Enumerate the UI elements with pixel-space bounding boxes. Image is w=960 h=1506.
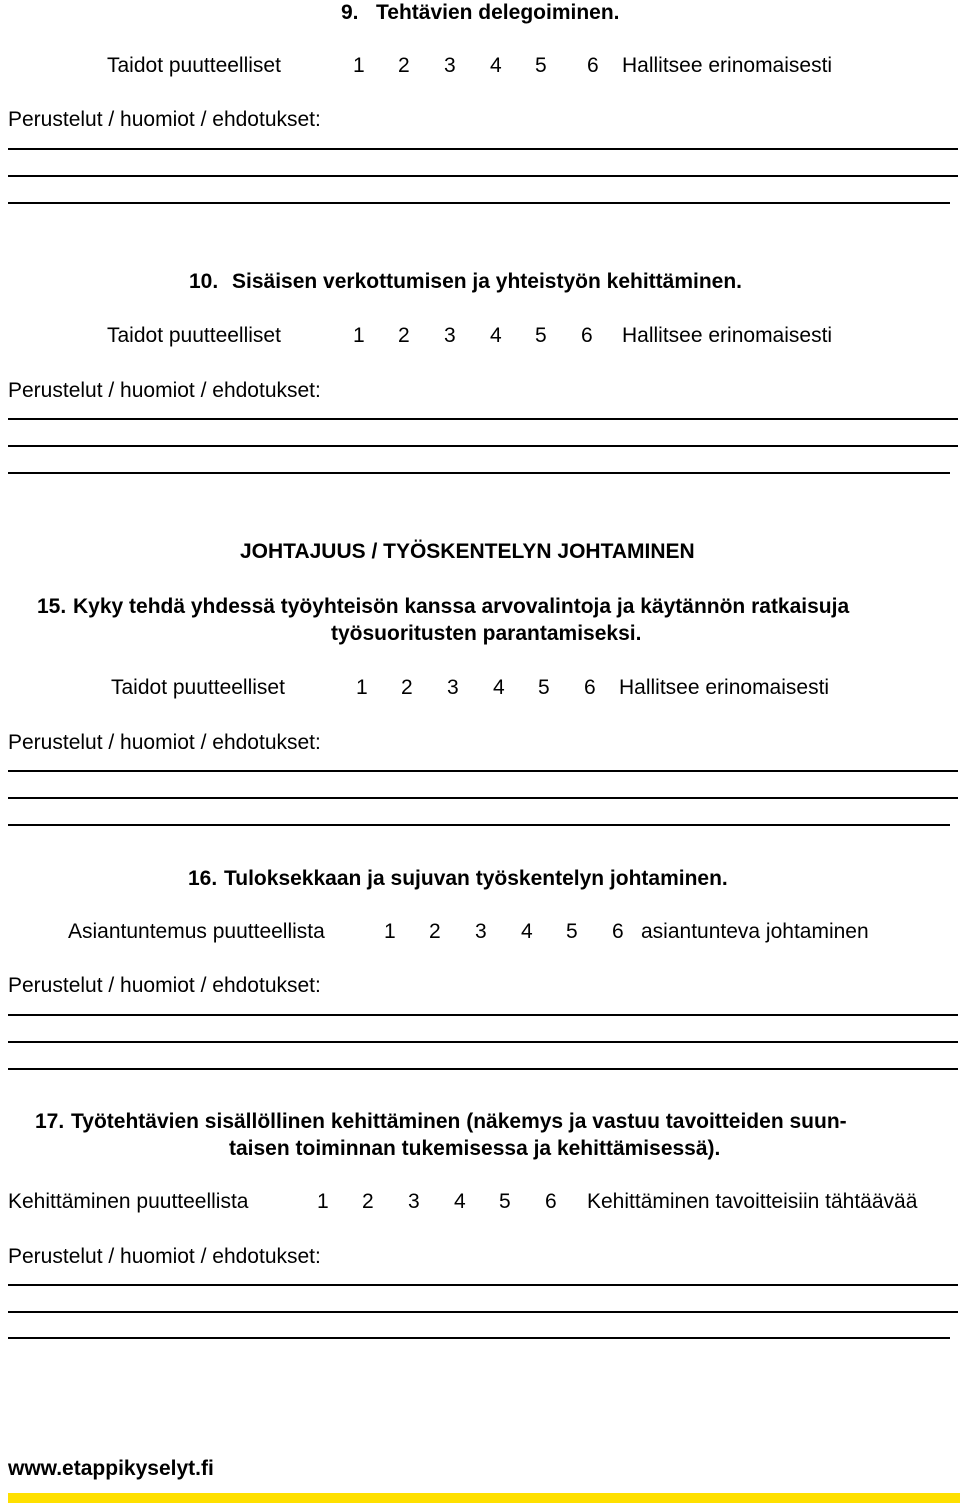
scale-low-label: Taidot puutteelliset — [107, 54, 281, 77]
comment-line[interactable] — [8, 1014, 958, 1016]
rating-option-3[interactable]: 3 — [447, 676, 459, 699]
comment-line[interactable] — [8, 770, 958, 772]
rating-option-1[interactable]: 1 — [384, 920, 396, 943]
comment-label: Perustelut / huomiot / ehdotukset: — [8, 1245, 321, 1268]
comment-line[interactable] — [8, 472, 950, 474]
item-title: Tehtävien delegoiminen. — [376, 1, 620, 24]
item-title: Tuloksekkaan ja sujuvan työskentelyn johtaminen. — [224, 867, 728, 890]
comment-line[interactable] — [8, 1284, 958, 1286]
comment-line[interactable] — [8, 445, 958, 447]
scale-high-label: Kehittäminen tavoitteisiin tähtäävää — [587, 1190, 918, 1213]
rating-option-5[interactable]: 5 — [538, 676, 550, 699]
scale-low-label: Taidot puutteelliset — [111, 676, 285, 699]
rating-option-6[interactable]: 6 — [612, 920, 624, 943]
rating-option-5[interactable]: 5 — [535, 54, 547, 77]
comment-label: Perustelut / huomiot / ehdotukset: — [8, 974, 321, 997]
rating-option-1[interactable]: 1 — [353, 54, 365, 77]
item-title-line-1: Työtehtävien sisällöllinen kehittäminen (näkemys ja vastuu tavoitteiden suun- — [71, 1110, 847, 1133]
rating-option-4[interactable]: 4 — [490, 324, 502, 347]
comment-label: Perustelut / huomiot / ehdotukset: — [8, 731, 321, 754]
comment-line[interactable] — [8, 1041, 958, 1043]
rating-scale — [0, 675, 960, 701]
comment-line[interactable] — [8, 148, 958, 150]
scale-high-label: Hallitsee erinomaisesti — [622, 54, 833, 77]
rating-option-3[interactable]: 3 — [444, 54, 456, 77]
rating-option-3[interactable]: 3 — [444, 324, 456, 347]
item-number: 10. — [189, 270, 219, 293]
rating-option-2[interactable]: 2 — [398, 54, 410, 77]
rating-option-2[interactable]: 2 — [362, 1190, 374, 1213]
scale-high-label: Hallitsee erinomaisesti — [622, 324, 833, 347]
item-number: 17. — [35, 1110, 65, 1133]
comment-line[interactable] — [8, 1337, 950, 1339]
comment-line[interactable] — [8, 1068, 958, 1070]
rating-scale — [0, 53, 960, 79]
rating-option-6[interactable]: 6 — [587, 54, 599, 77]
item-number: 9. — [341, 1, 359, 24]
scale-high-label: Hallitsee erinomaisesti — [619, 676, 830, 699]
rating-option-1[interactable]: 1 — [317, 1190, 329, 1213]
item-title: Sisäisen verkottumisen ja yhteistyön kehittäminen. — [232, 270, 742, 293]
scale-low-label: Taidot puutteelliset — [107, 324, 281, 347]
scale-high-label: asiantunteva johtaminen — [641, 920, 869, 943]
rating-option-6[interactable]: 6 — [581, 324, 593, 347]
rating-option-4[interactable]: 4 — [454, 1190, 466, 1213]
rating-option-5[interactable]: 5 — [535, 324, 547, 347]
comment-label: Perustelut / huomiot / ehdotukset: — [8, 108, 321, 131]
comment-line[interactable] — [8, 824, 950, 826]
footer-accent-bar — [8, 1493, 960, 1503]
comment-line[interactable] — [8, 797, 958, 799]
item-number: 15. — [37, 595, 67, 618]
scale-low-label: Asiantuntemus puutteellista — [68, 920, 325, 943]
rating-option-2[interactable]: 2 — [398, 324, 410, 347]
rating-option-4[interactable]: 4 — [493, 676, 505, 699]
rating-scale — [0, 323, 960, 349]
rating-option-2[interactable]: 2 — [429, 920, 441, 943]
comment-line[interactable] — [8, 175, 958, 177]
rating-option-6[interactable]: 6 — [545, 1190, 557, 1213]
rating-option-1[interactable]: 1 — [356, 676, 368, 699]
item-title-line-1: Kyky tehdä yhdessä työyhteisön kanssa arvovalintoja ja käytännön ratkaisuja — [73, 595, 850, 618]
comment-label: Perustelut / huomiot / ehdotukset: — [8, 379, 321, 402]
comment-line[interactable] — [8, 1311, 958, 1313]
rating-option-1[interactable]: 1 — [353, 324, 365, 347]
rating-scale — [0, 1189, 960, 1215]
comment-line[interactable] — [8, 418, 958, 420]
footer-url[interactable]: www.etappikyselyt.fi — [8, 1457, 214, 1480]
rating-option-4[interactable]: 4 — [521, 920, 533, 943]
rating-option-4[interactable]: 4 — [490, 54, 502, 77]
rating-option-2[interactable]: 2 — [401, 676, 413, 699]
rating-option-5[interactable]: 5 — [566, 920, 578, 943]
category-heading: JOHTAJUUS / TYÖSKENTELYN JOHTAMINEN — [240, 540, 695, 563]
item-title-line-2: taisen toiminnan tukemisessa ja kehittämisessä). — [229, 1137, 721, 1160]
rating-option-5[interactable]: 5 — [499, 1190, 511, 1213]
rating-option-3[interactable]: 3 — [475, 920, 487, 943]
rating-option-3[interactable]: 3 — [408, 1190, 420, 1213]
comment-line[interactable] — [8, 202, 950, 204]
item-number: 16. — [188, 867, 218, 890]
rating-scale — [0, 919, 960, 945]
scale-low-label: Kehittäminen puutteellista — [8, 1190, 249, 1213]
rating-option-6[interactable]: 6 — [584, 676, 596, 699]
item-title-line-2: työsuoritusten parantamiseksi. — [331, 622, 642, 645]
